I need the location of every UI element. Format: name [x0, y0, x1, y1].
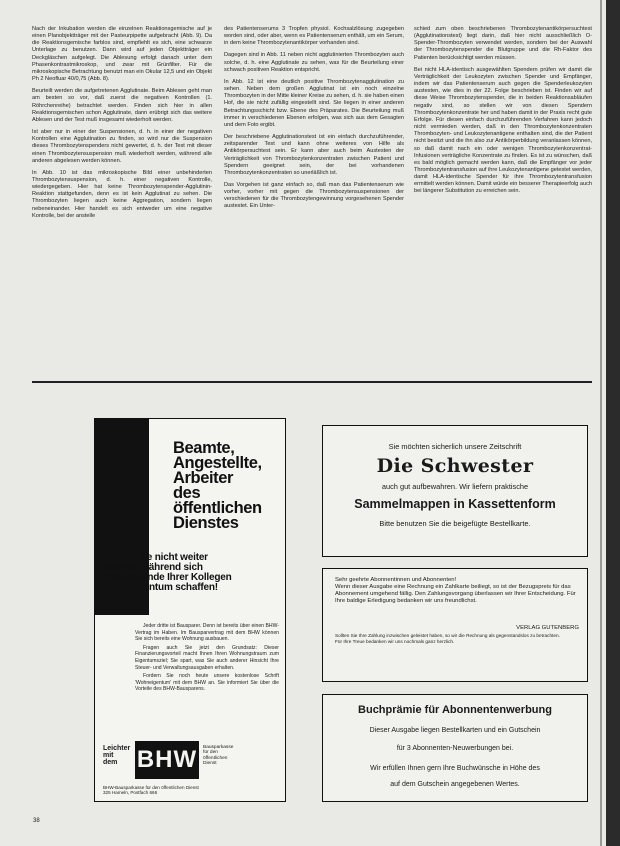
promo-text: auch gut aufbewahren. Wir liefern praktische — [381, 482, 529, 491]
book-premium-line: auf dem Gutschein angegebenen Wertes. — [390, 781, 520, 788]
promo-product: Sammelmappen in Kassettenform — [354, 497, 556, 511]
slogan-line: dem — [103, 759, 118, 766]
ad-paragraph: Fordern Sie noch heute unsere kostenlose Schrift 'Wohneigentum' mit dem BHW an. Sie informiert Sie über die Vorteile des BHW-Bausparens. — [135, 673, 279, 693]
ad-body-text — [135, 623, 279, 695]
paragraph: schied zum oben beschriebenen Thrombozytenantikörpersuchtest (Agglutinationstest) liegt darin, daß hier nicht ausschließlich O-Spender-Thrombozyten verwendet werden, sondern bei der Auswahl der Thrombozytenspender die Blutgruppe und die Rh-Faktor des Patienten berücksichtigt werden müssen. — [414, 26, 592, 61]
slogan-line: mit — [103, 752, 114, 759]
section-divider — [32, 381, 592, 383]
paragraph: In Abb. 10 ist das mikroskopische Bild einer unbehinderten Thrombozytensuspension, d. h. einer negativen Kontrolle, wiedergegeben. Hier hat keine Thrombozytenspender-Agglutinin-Reaktion stattgefunden, denn es ist kein Agglutinat zu sehen. Die Thrombozyten liegen auch keine Aggregation, sondern liegen nebeneinander. Hier handelt es sich entweder um eine negative Kontrolle, bei der anstelle — [32, 169, 212, 219]
book-premium-line: Dieser Ausgabe liegen Bestellkarten und ein Gutschein — [369, 727, 541, 734]
article-column-2 — [224, 26, 404, 216]
paragraph: Bei nicht HLA-identisch ausgewählten Spendern prüfen wir damit die Verträglichkeit der Leukozyten zwischen Spender und Empfänger, indem wir das Patientenserum auch gegen die Spenderleukozyten austesten, wie dies in der 22. Folge beschrieben ist. Finden wir auf diese Weise Thrombozytenspender, die in beiden Reaktionsabläufen negativ sind, so stellen wir von diesen Spendern Thrombozytenkonzentrate her und haben damit in der Praxis recht gute Erfolge. Für diesen einfach durchzuführenden Verfahren kann jedoch nicht vermieden werden, daß in den Thrombozytenkonzentraten Thrombozyten- und Leukozytenantigene enthalten sind, die der Patient nicht besitzt und die ihn also zur Antikörperbildung veranlassen können, so daß damit nach ein oder wenigen Thrombozytenkonzentrat-Infusionen verträgliche Konzentrate zu finden. Es ist zu wünschen, daß es bald möglich gemacht werden kann, daß die Empfänger vor jeder Thrombozytentransfusion auf ihre Leukozytenantigene getestet werden, damit HLA-identische Spender für ihre Thrombozytentransfusion ermittelt werden können. Damit würde ein besserer Therapieerfolg auch bei längerer Substitution zu erreichen sein. — [414, 66, 592, 195]
bhw-advertisement — [94, 418, 286, 802]
book-premium-line: Wir erfüllen Ihnen gern Ihre Buchwünsche in Höhe des — [370, 765, 540, 772]
paragraph: Der beschriebene Agglutinationstest ist ein einfach durchzuführender, zeitsparender Test und kann ohne weiteres von Hilfe als Antikörpersuchtest sein. Er kann aber auch beim Austesten der Verträglichkeit von Thrombozytenkonzentraten zwischen Patient und Spendern geeignet sein, der bei vorhandenen Thrombozytenkonzentraten so unerläßlich ist. — [224, 134, 404, 176]
paragraph: Nach der Inkubation werden die einzelnen Reaktionsgemische auf je einen Planobjektträger mit der Pasteurpipette aufgebracht (Abb. 9). Da die Reaktionsgemische farblos sind, empfiehlt es sich, eine schwarze Unterlage zu benutzen. Dann wird auf jeden Objektträger ein Deckgläschen aufgelegt. Die Ablesung erfolgt danach unter dem Phasenkontrastmikroskop, und zwar mit Grünfilter. Für die mikroskopische Betrachtung benutzt man ein Okular 12,5 und ein Objekt Ph 2 Neofluar 40/0,75 (Abb. 8). — [32, 26, 212, 83]
logo-caption-line: für den — [203, 750, 218, 756]
paragraph: Das Vorgehen ist ganz einfach so, daß man das Patientenserum wie vorher, vorher mit gegen die Thrombozytensuspensionen der verschiedenen für die Thrombozytengewinnung vorgesehenen Spender austestet. Ein Unter- — [224, 181, 404, 210]
notice-smallprint — [335, 633, 581, 644]
ad-headline — [173, 441, 285, 531]
subheadline-line: abseits, während sich — [103, 562, 203, 573]
book-premium-box — [322, 694, 588, 802]
paragraph: des Patientenserums 3 Tropfen physiol. Kochsalzlösung zugegeben worden sind, oder aber, wenn es Patientenserum enthält, um ein Serum, in dem keine Thrombozytenantikörper vorhanden sind. — [224, 26, 404, 47]
book-premium-heading: Buchprämie für Abonnentenwerbung — [358, 704, 552, 716]
paragraph: Beurteilt werden die aufgetretenen Agglutinate. Beim Ablesen geht man am besten so vor, daß zuerst die negativen Kontrollen (1. Röhrchenreihe) betrachtet werden. Finden sich hier in allen Reaktionsgemischen schon Agglutinate, dann erübrigt sich das weitere Ablesen und der Test muß insgesamt wiederholt werden. — [32, 88, 212, 123]
ad-footer — [103, 785, 281, 796]
headline-line: Dienstes — [173, 514, 239, 532]
ad-paragraph: Jeder dritte ist Bausparer. Denn ist bereits über einen BHW-Vertrag im Haben. Im Bausparvertrag mit dem BHW können Sie sich bereits eine Wohnung ausbauen. — [135, 623, 279, 643]
ad-slogan — [103, 745, 131, 766]
subscriber-notice-box — [322, 568, 588, 682]
logo-caption-line: Dienst — [203, 761, 217, 767]
headline-line: öffentlichen — [173, 499, 262, 517]
page-edge-shadow — [606, 0, 620, 846]
headline-line: Angestellte, — [173, 454, 262, 472]
book-premium-line: für 3 Abonnenten-Neuwerbungen bei. — [396, 745, 514, 752]
logo-caption-line: öffentlichen — [203, 755, 228, 761]
headline-line: des — [173, 484, 201, 502]
subheadline-line: Stehen Sie nicht weiter — [103, 552, 208, 563]
schwester-promo-box — [322, 425, 588, 557]
paragraph: In Abb. 12 ist eine deutlich positive Thrombozytenagglutination zu sehen. Neben dem großen Agglutinat ist ein noch einzelne Thrombozyten in der Mitte kleiner Kreise zu sehen, d. h. sie haben einen Hof, die sie nicht zufällig eingestellt sind. Sie liegen in einer anderen Betrachtungsschicht bzw. Ebene des Präparates. Die Beurteilung muß immer in verschiedenen Ebenen erfolgen, was sich aus dem Gesagten und dem Foto ergibt. — [224, 78, 404, 128]
promo-intro: Sie möchten sicherlich unsere Zeitschrift — [388, 442, 522, 451]
paragraph: Dagegen sind in Abb. 11 neben nicht agglutinierten Thrombozyten auch solche, d. h. eine Agglutinate zu sehen, was für die Beurteilung einer schwach positiven Reaktion entspricht. — [224, 52, 404, 73]
ad-paragraph: Fragen auch Sie jetzt den Grundsatz: Dieser Finanzierungsvorteil macht Ihnen Ihren Wohnungstraum zum Eigentumsziel; Sie spart, was Sie auch anderer Hinsicht Ihre Steuer- und Verwaltungsausgaben erhalten. — [135, 644, 279, 671]
logo-caption-line: Bausparkasse — [203, 745, 234, 750]
notice-line: Wenn dieser Ausgabe eine Rechnung ein Zahlkarte beiliegt, so ist der Bezugspreis für das Abonnement umgehend fällig. Den Zahlungsvorgang überlassen wir Ihrer Entscheidung. Für Ihre baldige Erledigung bedanken wir uns freundlichst. — [335, 584, 576, 604]
smallprint-line: Für Ihre Treue bedanken wir uns nochmals ganz herzlich. — [335, 638, 455, 644]
footer-line: BHW-Bausparkasse für den öffentlichen Dienst — [103, 785, 199, 790]
headline-line: Arbeiter — [173, 469, 234, 487]
notice-line: Sehr geehrte Abonnentinnen und Abonnenten! — [335, 577, 457, 583]
footer-line: 325 Hameln, Postfach 666 — [103, 790, 158, 796]
subheadline-line: Wohneigentum schaffen! — [103, 582, 218, 593]
article-column-1 — [32, 26, 212, 225]
headline-line: Beamte, — [173, 439, 235, 457]
smallprint-line: Sollten Sie Ihre Zahlung inzwischen geleistet haben, so wir die Rechnung als gegenstandslos zu betrachten. — [335, 633, 560, 638]
article-column-3 — [414, 26, 592, 201]
page-edge-line — [600, 0, 602, 846]
bhw-logo: BHW — [135, 741, 199, 779]
slogan-line: Leichter — [103, 745, 131, 752]
ad-subheadline — [103, 553, 239, 593]
paragraph: Ist aber nur in einer der Suspensionen, d. h. in einer der negativen Kontrollen eine Agglutination zu finden, so wird nur die Suspension dieses Thrombozytenspenders nicht gewertet, d. h. der Test mit dieser einen Thrombozytensuspension muß wiederholt werden, während alle anderen abgelesen werden können. — [32, 129, 212, 164]
subheadline-line: 100-tausende Ihrer Kollegen — [103, 572, 232, 583]
notice-text — [335, 577, 581, 605]
promo-instruction: Bitte benutzen Sie die beigefügte Bestellkarte. — [379, 519, 531, 528]
logo-caption — [203, 745, 279, 767]
page-number: 38 — [33, 818, 40, 824]
publisher-signature: VERLAG GUTENBERG — [516, 625, 579, 631]
magazine-title: Die Schwester — [376, 455, 534, 477]
